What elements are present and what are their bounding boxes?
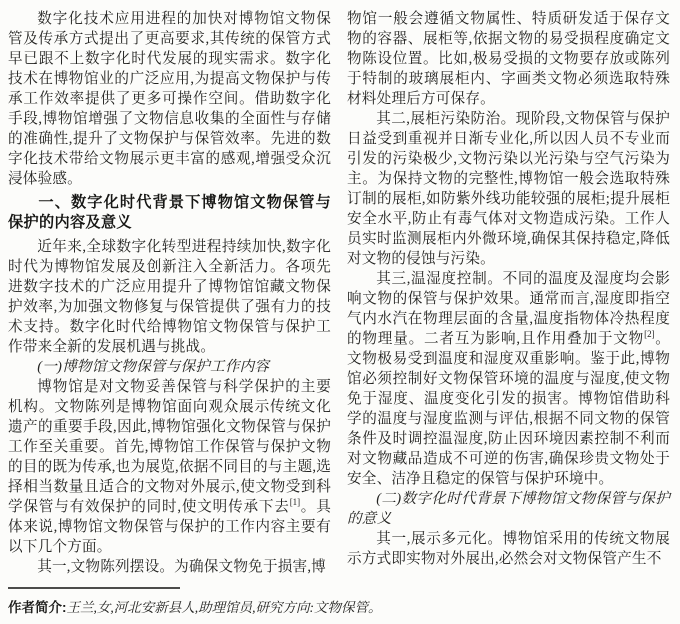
paragraph: 其二,展柜污染防治。现阶段,文物保管与保护日益受到重视并日渐专业化,所以因人员不专业而引发的污染极少,文物污染以光污染与空气污染为主。为保持文物的完整性,博物馆一般会选取特殊订制的展柜,如防紫外线功能较强的展柜;提升展柜安全水平,防止有毒气体对文物造成污染。工作人员实时监测展柜内外微环境,确保其保持稳定,降低对文物的侵蚀与污染。	[347, 111, 670, 267]
paragraph-with-citation	[347, 269, 670, 489]
subsection-heading-1-2: (二)数字化时代背景下博物馆文物保管与保护的意义	[347, 491, 670, 527]
text-run: 。文物极易受到温度和湿度双重影响。鉴于此,博物馆必须控制好文物保管环境的温度与湿度,使文物免于湿度、温度变化引发的损害。博物馆借助科学的温度与湿度监测与评估,根据不同文物的保管条件及时调控温湿度,防止因环境因素控制不利而对文物藏品造成不可逆的伤害,确保珍贵文物处于安全、洁净且稳定的保管与保护环境中。	[347, 331, 670, 487]
citation-ref: [2]	[644, 329, 655, 340]
two-column-layout	[8, 9, 672, 577]
right-column	[347, 9, 670, 577]
paragraph-intro: 数字化技术应用进程的加快对博物馆文物保管及传承方式提出了更高要求,其传统的保管方式早已跟不上数字化时代发展的现实需求。数字化技术在博物馆业的广泛应用,为提高文物保护与传承工作效率提供了更多可操作空间。借助数字化手段,博物馆增强了文物信息收集的全面性与存储的准确性,提升了文物保护与保管效率。先进的数字化技术带给文物展示更丰富的感观,增强受众沉浸体验感。	[8, 11, 331, 187]
paragraph: 其一,展示多元化。博物馆采用的传统文物展示方式即实物对外展出,必然会对文物保管产生不	[347, 531, 670, 567]
footnote-divider	[8, 587, 180, 589]
paragraph-continuation: 物馆一般会遵循文物属性、特质研发适于保存文物的容器、展柜等,依据文物的易受损程度确定文物陈设位置。比如,极易受损的文物要存放或陈列于特制的玻璃展柜内、字画类文物必须选取特殊材料处理后方可保存。	[347, 11, 670, 107]
text-run: 其三,温湿度控制。不同的温度及湿度均会影响文物的保管与保护效果。通常而言,湿度即指空气内水汽在物理层面的含量,温度指物体冷热程度的物理量。二者互为影响,且作用叠加于文物	[347, 271, 670, 347]
paragraph: 其一,文物陈列摆设。为确保文物免于损害,博	[37, 559, 326, 575]
footnote-body: 王兰,女,河北安新县人,助理馆员,研究方向:文物保管。	[66, 600, 382, 615]
text-run: 博物馆是对文物妥善保管与科学保护的主要机构。文物陈列是博物馆面向观众展示传统文化遗产的重要手段,因此,博物馆强化文物保管与保护工作至关重要。首先,博物馆工作保管与保护文物的目的既为传承,也为展览,依据不同目的与主题,选择相当数量且适合的文物对外展示,使文物受到科学保管与有效保护的同时,使文明传承下去	[8, 379, 331, 515]
paragraph: 近年来,全球数字化转型进程持续加快,数字化时代为博物馆发展及创新注入全新活力。各项先进数字技术的广泛应用提升了博物馆馆藏文物保护效率,为加强文物修复与保管提供了强有力的技术支持。数字化时代给博物馆文物保管与保护工作带来全新的发展机遇与挑战。	[8, 239, 331, 355]
paragraph-with-citation	[8, 377, 331, 557]
citation-ref: [1]	[289, 497, 301, 508]
section-heading-1: 一、数字化时代背景下博物馆文物保管与保护的内容及意义	[8, 194, 331, 231]
footnote-label: 作者简介:	[8, 600, 67, 615]
footnote-text	[8, 599, 672, 616]
left-column	[8, 9, 331, 577]
text-run: 。具体来说,博物馆文物保管与保护的工作内容主要有以下几个方面。	[8, 499, 331, 555]
author-bio-footnote	[8, 587, 672, 616]
subsection-heading-1-1: (一)博物馆文物保管与保护工作内容	[37, 359, 270, 375]
